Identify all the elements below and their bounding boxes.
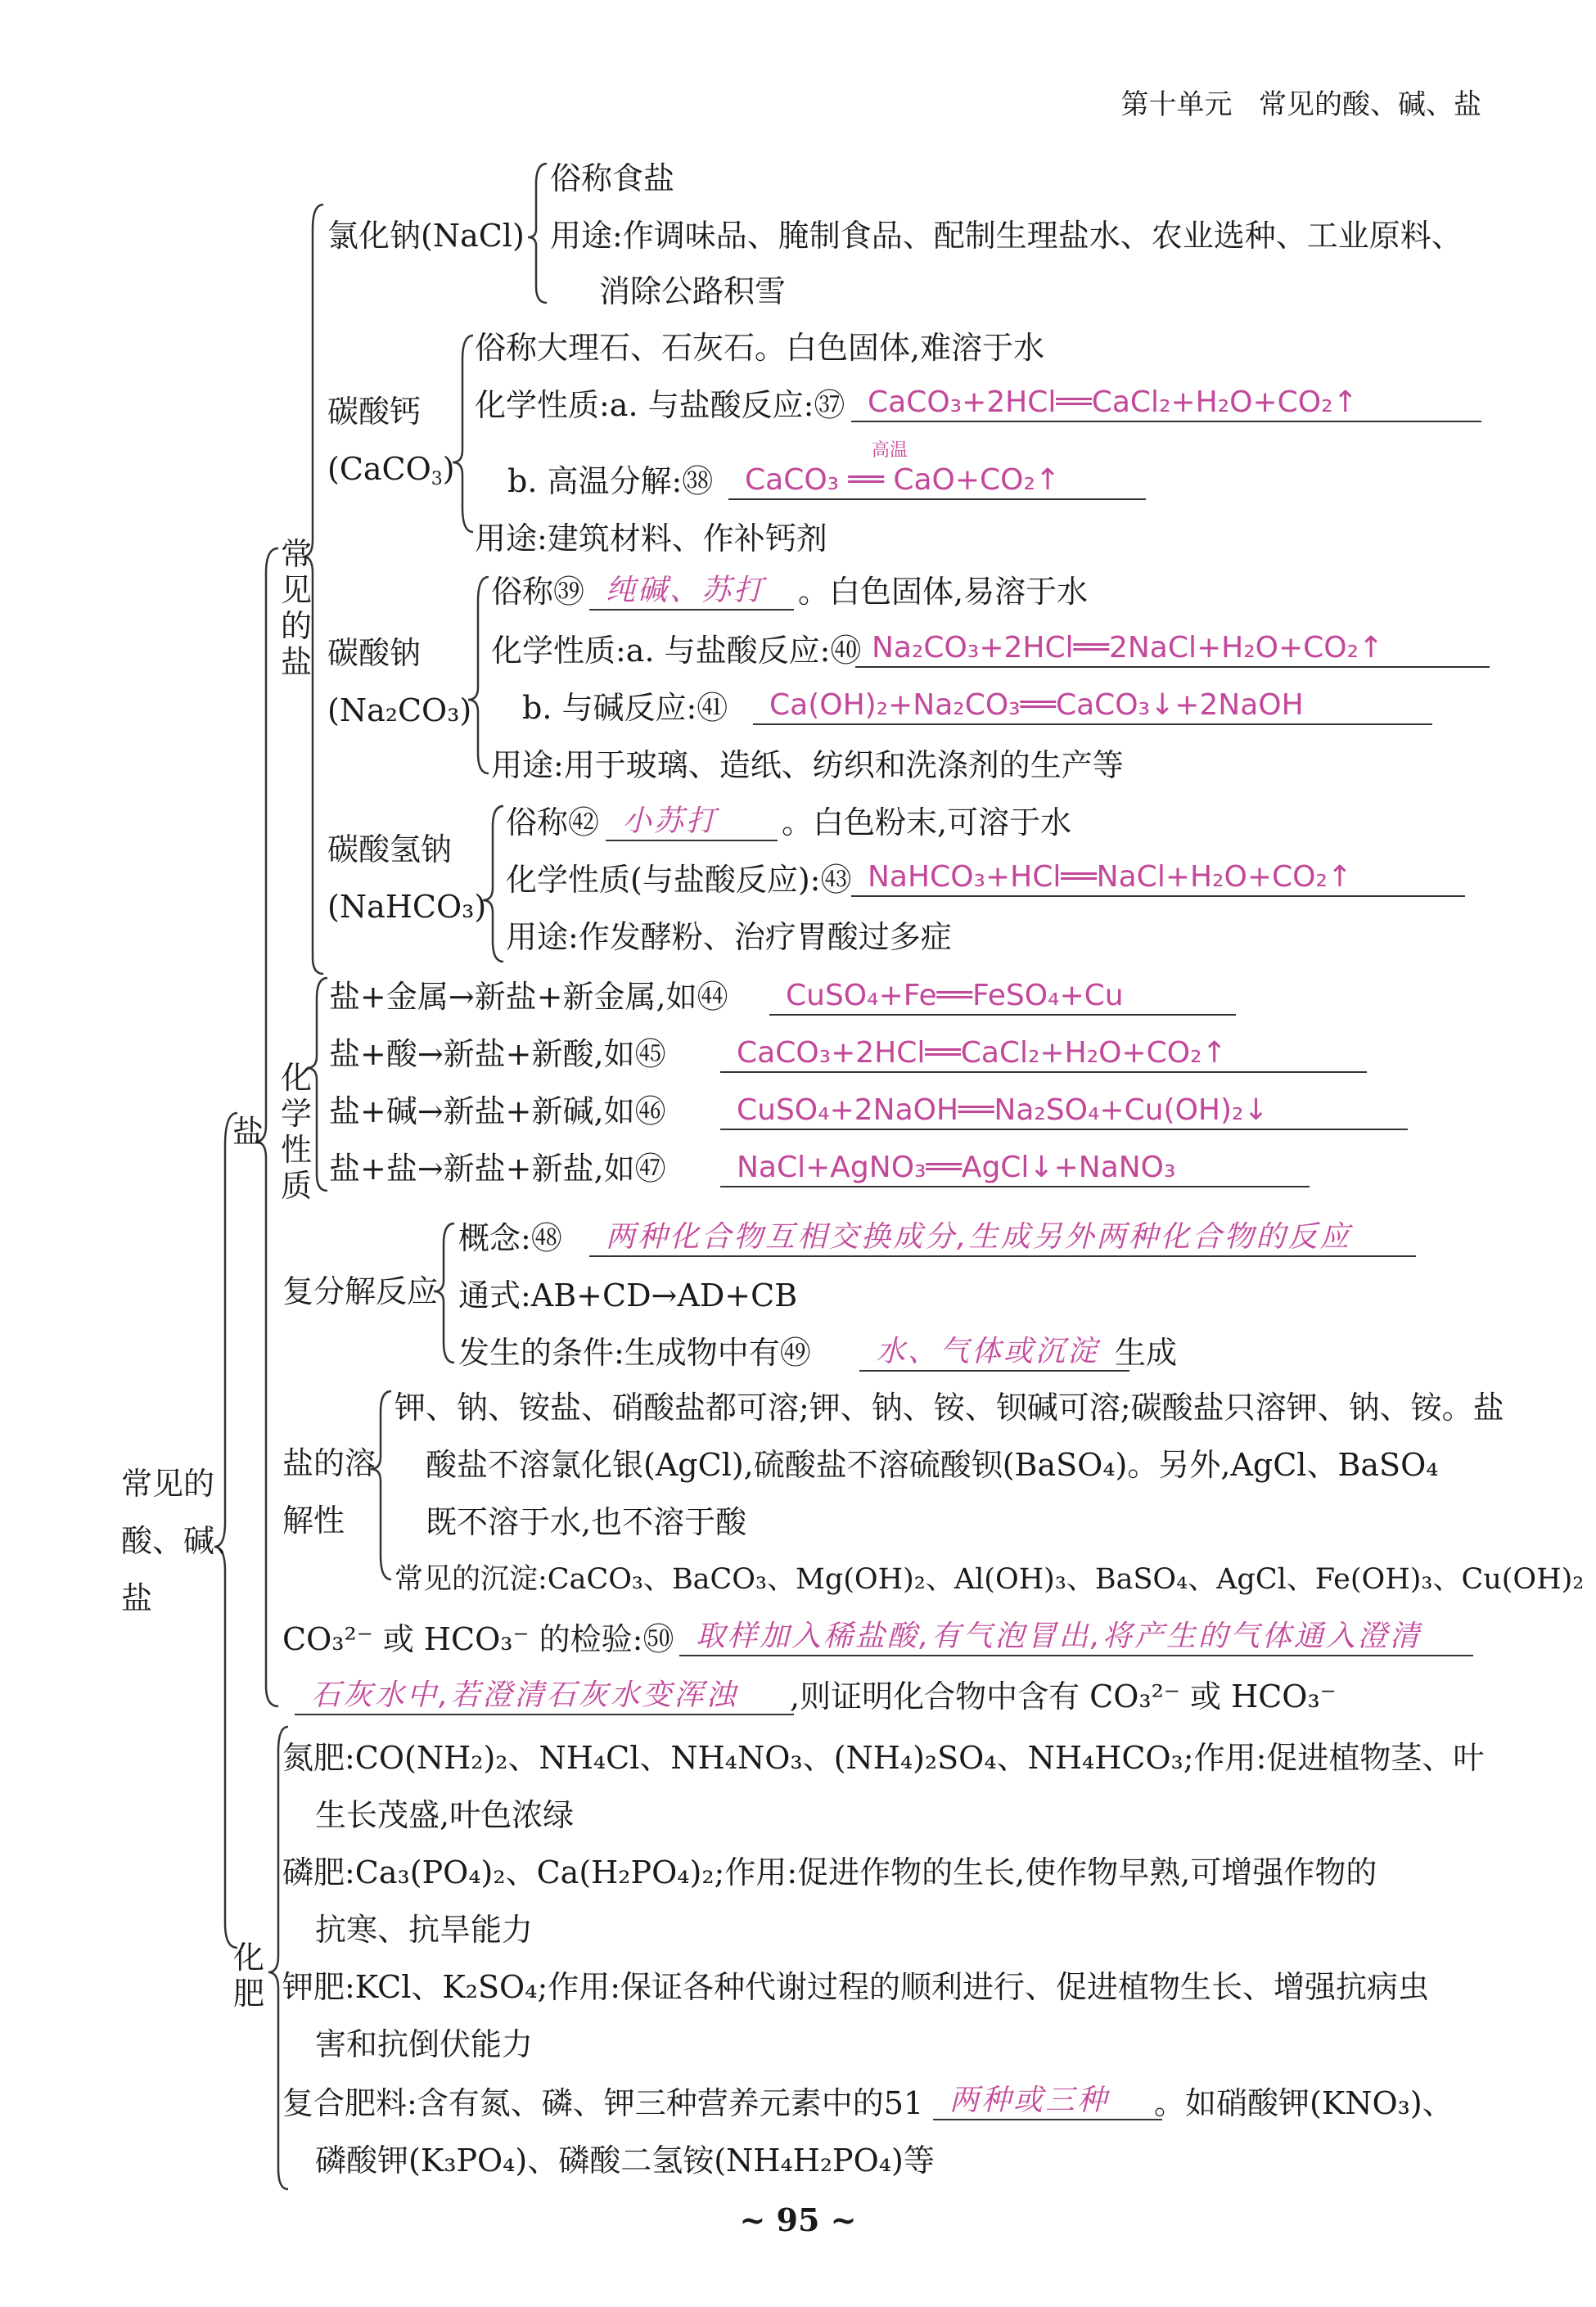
nahco3-chem: 化学性质(与盐酸反应):㊸ bbox=[506, 862, 852, 898]
chem-prop-3: 盐+碱→新盐+新碱,如㊻ bbox=[329, 1093, 666, 1129]
solubility-label-1: 盐的溶 bbox=[282, 1445, 376, 1481]
na2co3-name-2: (Na₂CO₃) bbox=[327, 692, 472, 728]
na2co3-alias-pre: 俗称㊴ bbox=[491, 574, 585, 610]
solubility-label-2: 解性 bbox=[282, 1503, 345, 1539]
answer-50-line-2[interactable]: 石灰水中,若澄清石灰水变浑浊 bbox=[295, 1678, 794, 1715]
na2co3-chem-b: b. 与碱反应:㊶ bbox=[522, 690, 728, 726]
double-decomp-label: 复分解反应 bbox=[282, 1273, 439, 1309]
nacl-use-1: 用途:作调味品、腌制食品、配制生理盐水、农业选种、工业原料、 bbox=[550, 218, 1463, 254]
answer-37[interactable]: CaCO₃+2HCl══CaCl₂+H₂O+CO₂↑ bbox=[851, 385, 1481, 422]
answer-45[interactable]: CaCO₃+2HCl══CaCl₂+H₂O+CO₂↑ bbox=[720, 1035, 1367, 1073]
phosphate-fertilizer-1: 磷肥:Ca₃(PO₄)₂、Ca(H₂PO₄)₂;作用:促进作物的生长,使作物早熟,可增强作物的 bbox=[282, 1854, 1377, 1890]
answer-48[interactable]: 两种化合物互相交换成分,生成另外两种化合物的反应 bbox=[589, 1219, 1416, 1257]
unit-label: 第十单元 bbox=[1120, 88, 1233, 121]
answer-42[interactable]: 小苏打 bbox=[606, 804, 778, 841]
carbonate-test-pre: CO₃²⁻ 或 HCO₃⁻ 的检验:㊿ bbox=[282, 1621, 674, 1657]
caco3-chem-b: b. 高温分解:㊳ bbox=[507, 463, 714, 499]
chem-prop-1: 盐+金属→新盐+新金属,如㊹ bbox=[329, 979, 728, 1015]
answer-40[interactable]: Na₂CO₃+2HCl══2NaCl+H₂O+CO₂↑ bbox=[855, 630, 1490, 668]
double-decomp-formula: 通式:AB+CD→AD+CB bbox=[458, 1277, 798, 1313]
solubility-line-4: 常见的沉淀:CaCO₃、BaCO₃、Mg(OH)₂、Al(OH)₃、BaSO₄、AgCl、Fe(OH)₃、Cu(OH)₂ bbox=[394, 1563, 1585, 1596]
unit-title: 常见的酸、碱、盐 bbox=[1259, 88, 1481, 121]
chem-prop-4: 盐+盐→新盐+新盐,如㊼ bbox=[329, 1151, 666, 1187]
fertilizer-label: 化肥 bbox=[232, 1940, 264, 2012]
double-decomp-concept: 概念:㊽ bbox=[458, 1220, 562, 1256]
nitrogen-fertilizer-2: 生长茂盛,叶色浓绿 bbox=[315, 1797, 575, 1833]
na2co3-use: 用途:用于玻璃、造纸、纺织和洗涤剂的生产等 bbox=[491, 747, 1124, 783]
nacl-alias: 俗称食盐 bbox=[550, 160, 675, 196]
salt-label: 盐 bbox=[232, 1114, 264, 1150]
common-salts-label: 常见的盐 bbox=[280, 536, 312, 680]
caco3-chem-a: 化学性质:a. 与盐酸反应:㊲ bbox=[475, 387, 845, 423]
potash-fertilizer-2: 害和抗倒伏能力 bbox=[315, 2026, 534, 2062]
answer-38[interactable]: CaCO₃ ══ CaO+CO₂↑ bbox=[728, 462, 1146, 500]
compound-fertilizer-pre: 复合肥料:含有氮、磷、钾三种营养元素中的51 bbox=[282, 2085, 924, 2121]
nitrogen-fertilizer-1: 氮肥:CO(NH₂)₂、NH₄Cl、NH₄NO₃、(NH₄)₂SO₄、NH₄HCO₃;作用:促进植物茎、叶 bbox=[282, 1740, 1485, 1776]
caco3-name-1: 碳酸钙 bbox=[327, 394, 422, 430]
answer-49[interactable]: 水、气体或沉淀 bbox=[859, 1334, 1129, 1372]
root-label-line3: 盐 bbox=[121, 1580, 153, 1616]
caco3-name-2: (CaCO$_3$) bbox=[327, 451, 455, 489]
caco3-use: 用途:建筑材料、作补钙剂 bbox=[475, 520, 827, 556]
double-decomp-cond-post: 生成 bbox=[1115, 1335, 1178, 1371]
answer-46[interactable]: CuSO₄+2NaOH══Na₂SO₄+Cu(OH)₂↓ bbox=[720, 1093, 1408, 1130]
carbonate-test-post: ,则证明化合物中含有 CO₃²⁻ 或 HCO₃⁻ bbox=[790, 1678, 1337, 1714]
na2co3-name-1: 碳酸钠 bbox=[327, 635, 422, 671]
chem-prop-2: 盐+酸→新盐+新酸,如㊺ bbox=[329, 1036, 666, 1072]
answer-51[interactable]: 两种或三种 bbox=[933, 2083, 1162, 2120]
nacl-use-2: 消除公路积雪 bbox=[599, 273, 787, 309]
compound-fertilizer-2: 磷酸钾(K₃PO₄)、磷酸二氢铵(NH₄H₂PO₄)等 bbox=[315, 2143, 935, 2179]
chem-props-label: 化学性质 bbox=[280, 1060, 312, 1204]
solubility-line-1: 钾、钠、铵盐、硝酸盐都可溶;钾、钠、铵、钡碱可溶;碳酸盐只溶钾、钠、铵。盐 bbox=[394, 1390, 1504, 1426]
compound-fertilizer-post: 。如硝酸钾(KNO₃)、 bbox=[1154, 2085, 1454, 2121]
root-label-line1: 常见的 bbox=[121, 1466, 215, 1502]
na2co3-alias-post: 。白色固体,易溶于水 bbox=[798, 574, 1089, 610]
nahco3-alias-pre: 俗称㊷ bbox=[506, 804, 600, 840]
nahco3-alias-post: 。白色粉末,可溶于水 bbox=[782, 804, 1072, 840]
answer-41[interactable]: Ca(OH)₂+Na₂CO₃══CaCO₃↓+2NaOH bbox=[753, 687, 1432, 725]
answer-43[interactable]: NaHCO₃+HCl══NaCl+H₂O+CO₂↑ bbox=[851, 859, 1465, 897]
double-decomp-cond-pre: 发生的条件:生成物中有㊾ bbox=[458, 1335, 811, 1371]
page-header bbox=[1121, 82, 1481, 122]
nacl-name: 氯化钠(NaCl) bbox=[327, 218, 525, 254]
phosphate-fertilizer-2: 抗寒、抗旱能力 bbox=[315, 1912, 534, 1948]
nahco3-name-1: 碳酸氢钠 bbox=[327, 831, 453, 867]
solubility-line-3: 既不溶于水,也不溶于酸 bbox=[426, 1504, 747, 1540]
answer-47[interactable]: NaCl+AgNO₃══AgCl↓+NaNO₃ bbox=[720, 1150, 1310, 1187]
answer-39[interactable]: 纯碱、苏打 bbox=[589, 573, 794, 611]
answer-50-line-1[interactable]: 取样加入稀盐酸,有气泡冒出,将产生的气体通入澄清 bbox=[679, 1619, 1473, 1656]
page-number: ~ 95 ~ bbox=[739, 2201, 857, 2238]
answer-44[interactable]: CuSO₄+Fe══FeSO₄+Cu bbox=[769, 978, 1236, 1016]
na2co3-chem-a: 化学性质:a. 与盐酸反应:㊵ bbox=[491, 633, 862, 669]
nahco3-use: 用途:作发酵粉、治疗胃酸过多症 bbox=[506, 919, 952, 955]
caco3-alias: 俗称大理石、石灰石。白色固体,难溶于水 bbox=[475, 330, 1045, 366]
root-label-line2: 酸、碱、 bbox=[121, 1523, 246, 1559]
solubility-line-2: 酸盐不溶氯化银(AgCl),硫酸盐不溶硫酸钡(BaSO₄)。另外,AgCl、BaSO₄ bbox=[426, 1447, 1439, 1483]
nahco3-name-2: (NaHCO₃) bbox=[327, 889, 487, 925]
potash-fertilizer-1: 钾肥:KCl、K₂SO₄;作用:保证各种代谢过程的顺利进行、促进植物生长、增强抗病虫 bbox=[282, 1969, 1430, 2005]
answer-38-condition: 高温 bbox=[872, 440, 908, 461]
